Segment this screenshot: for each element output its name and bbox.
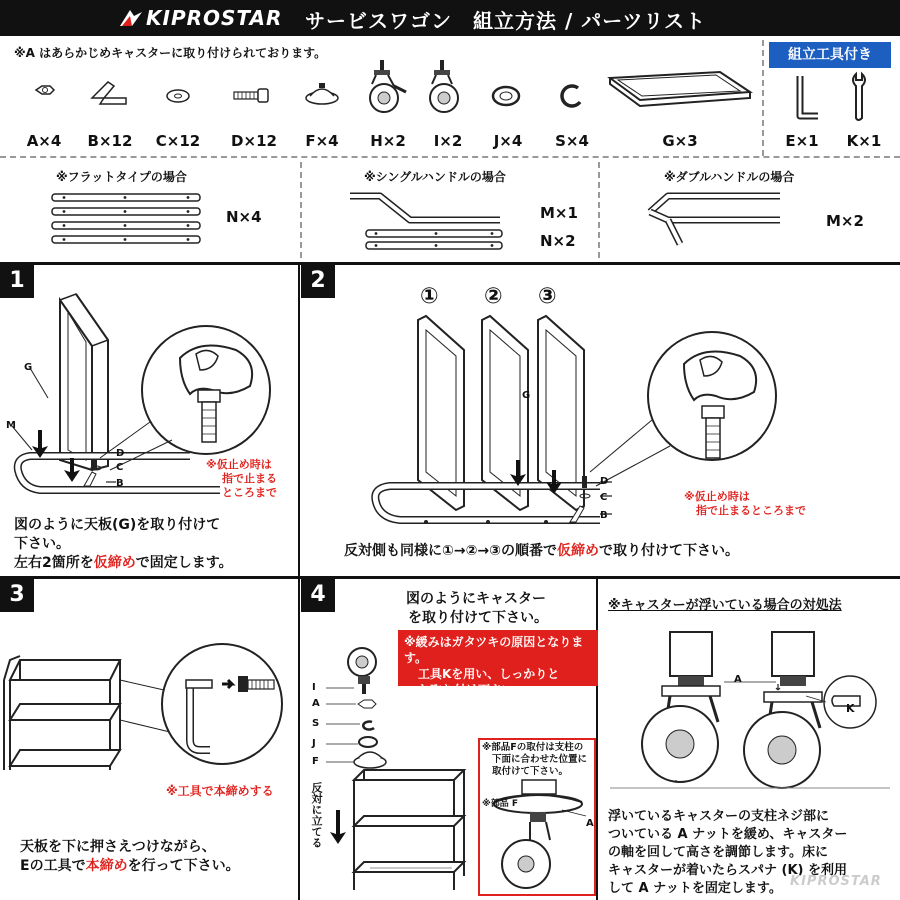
fix-instructions: 浮いているキャスターの支柱ネジ部に ついている A ナットを緩め、キャスター の軸を回して高さを調節します。床に キャスターが着いたらスパナ (K) を利用 して A ナットを固定します。 — [608, 809, 848, 896]
double-handle-qty: M×2 — [826, 212, 864, 230]
caster-i-icon — [430, 60, 458, 112]
step2-circled-1: ① — [420, 284, 439, 309]
flat-rails-icon — [50, 192, 210, 252]
step4-label-a: A — [312, 698, 320, 709]
step1-label-b: B — [116, 478, 124, 489]
single-handle-qty-n: N×2 — [540, 232, 576, 250]
part-label-i: I×2 — [433, 132, 463, 150]
double-handle-title: ※ダブルハンドルの場合 — [664, 170, 795, 184]
part-label-d: D×12 — [231, 132, 277, 150]
step1-label-d: D — [116, 448, 125, 459]
step1-warning: ※仮止め時は 指で止まる ところまで — [206, 458, 277, 499]
nut-a-icon — [36, 86, 54, 94]
split-washer-s-icon — [562, 86, 580, 106]
step2-number: 2 — [301, 264, 335, 298]
single-handle-icon — [340, 192, 520, 256]
ring-j-icon — [493, 87, 519, 105]
part-label-j: J×4 — [493, 132, 523, 150]
fix-diagram — [600, 626, 900, 806]
step4-label-s: S — [312, 718, 320, 729]
step4-inset-part: ※部品 F — [482, 799, 519, 809]
step4-inset-note: ※部品Fの取付は支柱の 下面に合わせた位置に 取付けて下さい。 — [482, 742, 588, 777]
step4-number: 4 — [301, 578, 335, 612]
step2-label-b: B — [600, 510, 608, 521]
step2-label-c: C — [600, 492, 608, 503]
double-handle-icon — [640, 192, 790, 252]
single-handle-title: ※シングルハンドルの場合 — [364, 170, 506, 184]
shelf-g-icon — [610, 72, 750, 106]
part-label-b: B×12 — [87, 132, 133, 150]
step4-label-f: F — [312, 756, 319, 767]
bracket-b-icon — [92, 82, 126, 104]
fix-title: ※キャスターが浮いている場合の対処法 — [608, 598, 842, 613]
brand-logo-icon — [118, 8, 144, 28]
page-title: サービスワゴン 組立方法 / パーツリスト — [305, 9, 707, 33]
cap-f-icon — [306, 83, 338, 104]
part-label-h: H×2 — [370, 132, 406, 150]
parts-note: ※A はあらかじめキャスターに取り付けられております。 — [14, 46, 327, 60]
step2-instructions: 反対側も同様に①→②→③の順番で仮締めで取り付けて下さい。 — [344, 543, 740, 559]
wrench-k-icon — [853, 74, 865, 120]
step3-diagram — [0, 620, 300, 780]
step3-warning: ※工具で本締めする — [166, 784, 274, 798]
part-label-a: A×4 — [26, 132, 62, 150]
caster-h-icon — [370, 60, 406, 112]
step4-label-i: I — [312, 682, 316, 693]
step3-instructions: 天板を下に押さえつけながら、 Eの工具で本締めを行って下さい。 — [20, 839, 240, 874]
single-handle-qty-m: M×1 — [540, 204, 578, 222]
flat-type-title: ※フラットタイプの場合 — [56, 170, 187, 184]
parts-icons — [0, 60, 760, 120]
exploded-caster-icon — [326, 648, 386, 768]
tools-icons — [770, 72, 890, 122]
step4-vertical-note: 反対に立てる — [310, 782, 323, 848]
step1-label-m: M — [6, 420, 16, 431]
fix-label-a: A — [734, 674, 742, 685]
step4-warning-box: ※緩みはガタツキの原因となります。 工具Kを用い、しっかりと お取り付け下さい。 — [398, 630, 598, 686]
adjusted-caster-icon — [744, 632, 822, 788]
step1-label-g: G — [24, 362, 33, 373]
handle-divider-1 — [300, 162, 302, 258]
step1-number: 1 — [0, 264, 34, 298]
step1-instructions: 図のように天板(G)を取り付けて 下さい。 左右2箇所を仮締めで固定します。 — [14, 517, 233, 571]
handle-divider-2 — [598, 162, 600, 258]
step4-instructions: 図のようにキャスター を取り付けて下さい。 — [406, 591, 548, 626]
floating-caster-icon — [642, 632, 720, 782]
step2-label-g: G — [522, 390, 531, 401]
tools-title: 組立工具付き — [769, 42, 891, 68]
part-label-f: F×4 — [305, 132, 339, 150]
step3-number: 3 — [0, 578, 34, 612]
step2-diagram — [300, 310, 900, 540]
watermark: KIPROSTAR — [790, 874, 882, 889]
hex-key-e-icon — [800, 76, 818, 116]
step2-warning: ※仮止め時は 指で止まるところまで — [684, 490, 806, 517]
tool-label-e: E×1 — [785, 132, 819, 150]
step2-circled-2: ② — [484, 284, 503, 309]
flat-qty: N×4 — [226, 208, 262, 226]
step4-label-j: J — [312, 738, 316, 749]
step4-inset-label-a: A — [586, 818, 594, 829]
part-label-c: C×12 — [155, 132, 201, 150]
washer-c-icon — [167, 90, 189, 102]
step2-label-d: D — [600, 476, 609, 487]
brand-name: KIPROSTAR — [146, 6, 283, 30]
part-label-s: S×4 — [555, 132, 589, 150]
tool-label-k: K×1 — [846, 132, 882, 150]
step1-label-c: C — [116, 462, 124, 473]
part-label-g: G×3 — [662, 132, 698, 150]
fix-label-k: K — [846, 702, 855, 715]
step2-circled-3: ③ — [538, 284, 557, 309]
bolt-d-icon — [234, 89, 268, 102]
